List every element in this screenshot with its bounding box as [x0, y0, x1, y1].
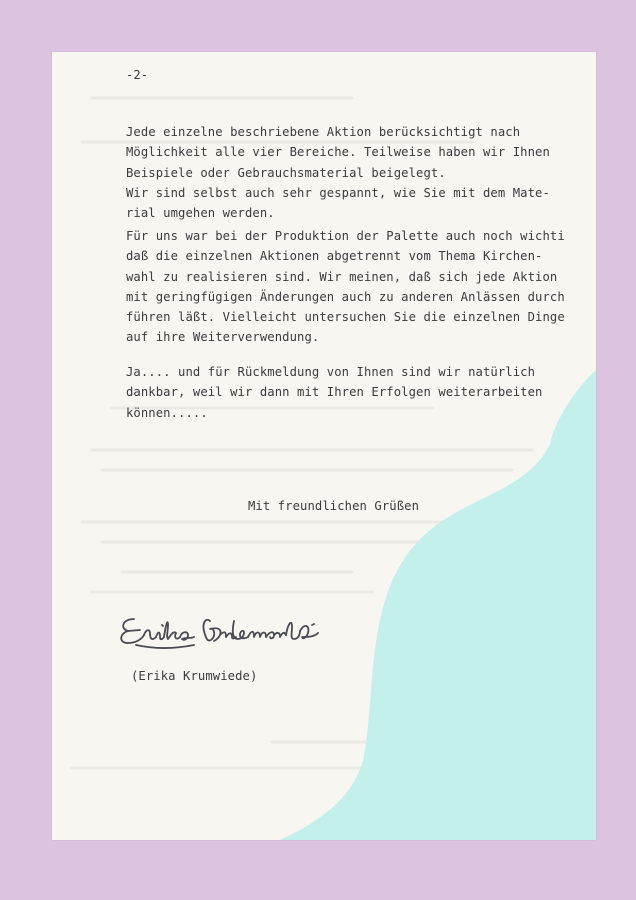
line: Für uns war bei der Produktion der Palette auch noch wichti [126, 229, 565, 243]
line: Wir sind selbst auch sehr gespannt, wie Sie mit dem Mate- [126, 185, 550, 200]
line: mit geringfügigen Änderungen auch zu anderen Anlässen durch [126, 289, 565, 304]
line: können..... [126, 405, 208, 420]
line: daß die einzelnen Aktionen abgetrennt vom Thema Kirchen- [126, 249, 543, 264]
paragraph-3 [126, 362, 543, 423]
closing-salutation: Mit freundlichen Grüßen [248, 499, 420, 513]
line: wahl zu realisieren sind. Wir meinen, daß sich jede Aktion [126, 269, 558, 284]
page-number: -2- [126, 68, 149, 82]
line: Jede einzelne beschriebene Aktion berücksichtigt nach [126, 125, 521, 139]
letter-page [52, 52, 596, 840]
line: dankbar, weil wir dann mit Ihren Erfolgen weiterarbeiten [126, 385, 543, 400]
line: Beispiele oder Gebrauchsmaterial beigelegt. [126, 165, 446, 180]
line: Ja.... und für Rückmeldung von Ihnen sind wir natürlich [126, 365, 536, 379]
line: auf ihre Weiterverwendung. [126, 330, 320, 345]
line: Möglichkeit alle vier Bereiche. Teilweise haben wir Ihnen [126, 145, 550, 160]
paragraph-1 [126, 122, 550, 223]
line: rial umgehen werden. [126, 206, 275, 221]
line: führen läßt. Vielleicht untersuchen Sie die einzelnen Dinge [126, 310, 565, 325]
paragraph-2 [126, 226, 565, 348]
handwritten-signature [114, 609, 364, 655]
signature-name: (Erika Krumwiede) [131, 669, 258, 683]
